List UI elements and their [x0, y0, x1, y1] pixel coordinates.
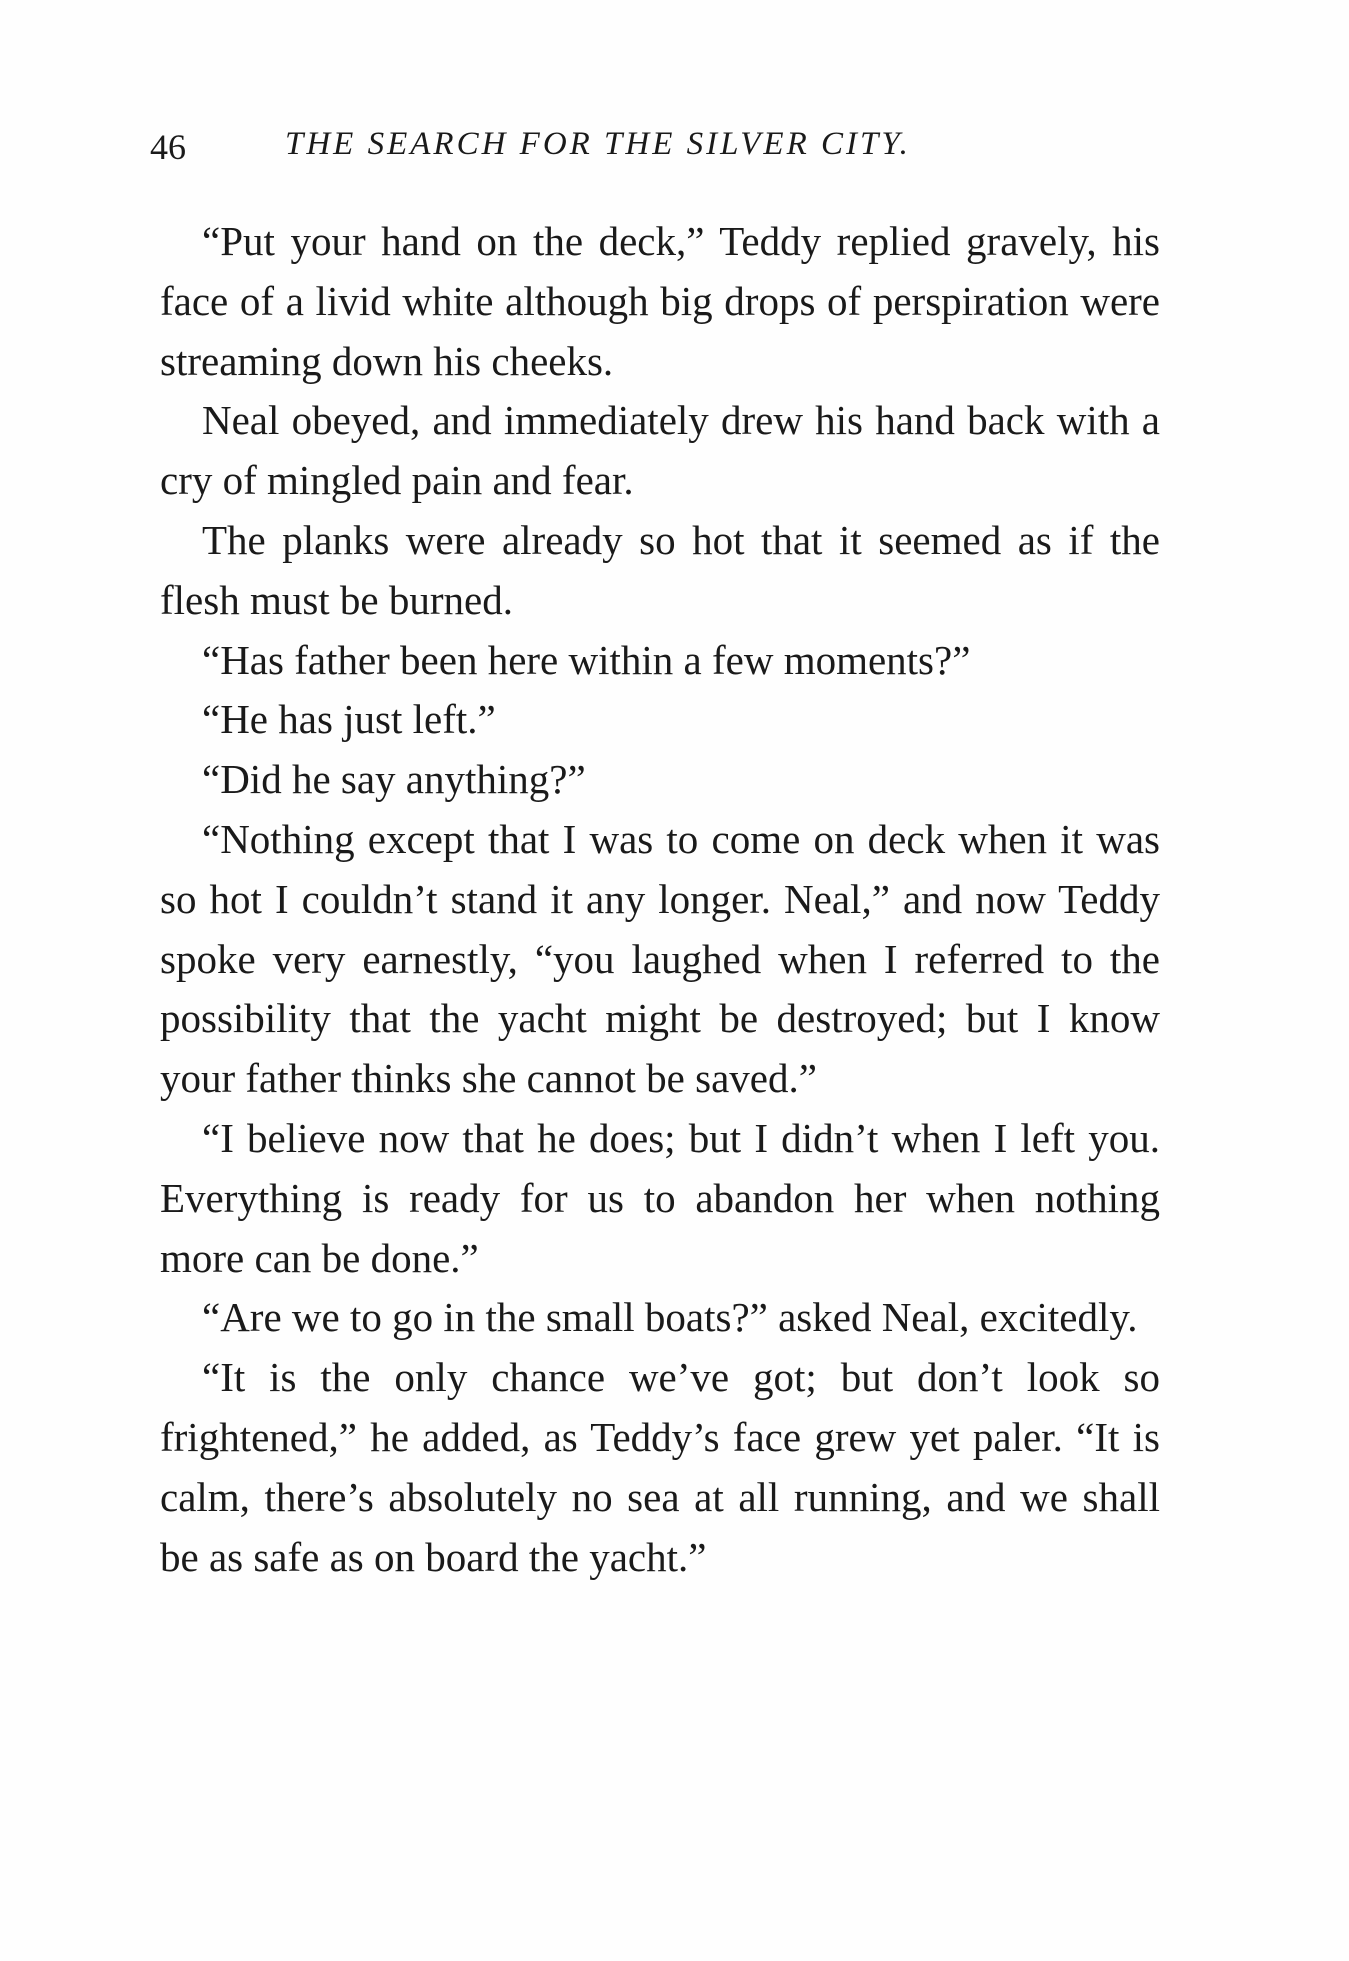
body-text	[160, 212, 1160, 1587]
running-title: THE SEARCH FOR THE SILVER CITY.	[285, 126, 911, 162]
paragraph: “It is the only chance we’ve got; but don’t look so frightened,” he added, as Teddy’s face grew yet paler. “It is calm, there’s absolutely no sea at all running, and we shall be as safe as on board the yacht.”	[160, 1354, 1160, 1580]
paragraph: “Nothing except that I was to come on deck when it was so hot I couldn’t stand it any longer. Neal,” and now Teddy spoke very earnestly, “you laughed when I referred to the possibility that the yacht might be destroyed; but I know your father thinks she cannot be saved.”	[160, 815, 1160, 1102]
paragraph: Neal obeyed, and immediately drew his hand back with a cry of mingled pain and fear.	[160, 397, 1160, 504]
paragraph: “He has just left.”	[202, 696, 496, 743]
paragraph: “Are we to go in the small boats?” asked Neal, excitedly.	[202, 1294, 1138, 1341]
running-head	[150, 126, 1170, 170]
paragraph: “Has father been here within a few moments?”	[202, 636, 971, 683]
paragraph: “Put your hand on the deck,” Teddy replied gravely, his face of a livid white although big drops of perspiration were streaming down his cheeks.	[160, 218, 1160, 384]
paragraph: The planks were already so hot that it seemed as if the flesh must be burned.	[160, 516, 1160, 623]
paragraph: “Did he say anything?”	[202, 756, 586, 803]
page-number: 46	[150, 127, 186, 167]
paragraph: “I believe now that he does; but I didn’t when I left you. Everything is ready for us to abandon her when nothing more can be done.”	[160, 1114, 1160, 1281]
